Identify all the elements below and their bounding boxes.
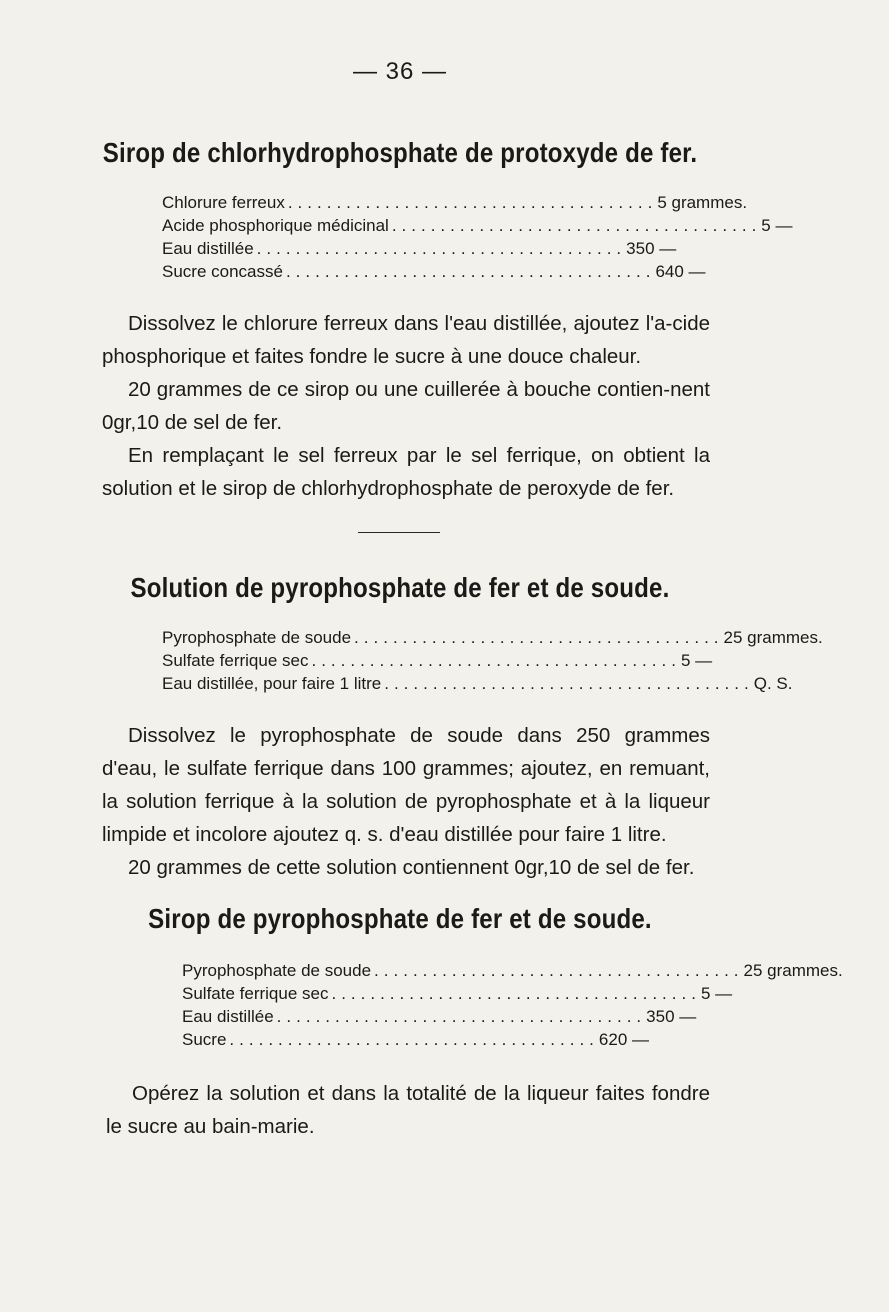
- ingredient-qty: Q. S.: [753, 674, 793, 693]
- ingredient-name: Chlorure ferreux: [162, 193, 285, 212]
- instruction-paragraph: Opérez la solution et dans la totalité de la liqueur faites fondre le sucre au bain-marie.: [106, 1082, 710, 1138]
- ingredient-name: Acide phosphorique médicinal: [162, 216, 389, 235]
- section-divider: [358, 532, 440, 533]
- ingredient-qty: 350 —: [646, 1007, 697, 1026]
- instruction-paragraph: Dissolvez le chlorure ferreux dans l'eau distillée, ajoutez l'a-cide phosphorique et faites fondre le sucre à une douce chaleur.: [102, 312, 710, 368]
- ingredient-qty: 5 —: [680, 651, 713, 670]
- ingredient-name: Sucre: [182, 1030, 227, 1049]
- leader-dots: ......................................: [331, 984, 701, 1003]
- ingredient-row: [162, 239, 677, 262]
- ingredient-list: [182, 961, 843, 1053]
- instruction-paragraph: 20 grammes de ce sirop ou une cuillerée à bouche contien-nent 0gr,10 de sel de fer.: [102, 378, 710, 434]
- ingredient-name: Pyrophosphate de soude: [162, 628, 352, 647]
- ingredient-row: [162, 651, 713, 674]
- ingredient-name: Eau distillée, pour faire 1 litre: [162, 674, 382, 693]
- recipe-section-sirop-pyrophosphate: [0, 903, 843, 1143]
- ingredient-row: [162, 674, 793, 697]
- leader-dots: ......................................: [384, 674, 754, 693]
- ingredient-row: [182, 1007, 697, 1030]
- ingredient-qty: 25 grammes.: [743, 961, 843, 980]
- ingredient-qty: 5 grammes.: [657, 193, 748, 212]
- leader-dots: ......................................: [311, 651, 681, 670]
- section-heading: Sirop de chlorhydrophosphate de protoxyde de fer.: [102, 137, 698, 168]
- ingredient-row: [182, 961, 843, 984]
- recipe-instructions: [102, 719, 710, 884]
- ingredient-row: [182, 1030, 658, 1053]
- recipe-section-chlorhydrophosphate: [0, 137, 800, 505]
- leader-dots: ......................................: [287, 193, 658, 212]
- ingredient-row: [182, 984, 733, 1007]
- ingredient-qty: 25 grammes.: [723, 628, 823, 647]
- ingredient-row: [162, 628, 823, 651]
- ingredient-qty: 5 —: [700, 984, 733, 1003]
- instruction-paragraph: Dissolvez le pyrophosphate de soude dans 250 grammes d'eau, le sulfate ferrique dans 100 grammes; ajoutez, en remuant, la solution ferrique à la solution de pyrophosphate et à la liqueur limpide et incolore ajoutez q. s. d'eau distillée pour faire 1 litre.: [102, 724, 710, 846]
- recipe-instructions: [102, 307, 710, 505]
- leader-dots: ......................................: [229, 1030, 599, 1049]
- ingredient-qty: 640 —: [655, 262, 706, 281]
- leader-dots: ......................................: [374, 961, 744, 980]
- leader-dots: ......................................: [285, 262, 656, 281]
- ingredient-row: [162, 193, 748, 216]
- instruction-paragraph: 20 grammes de cette solution contiennent 0gr,10 de sel de fer.: [128, 856, 695, 879]
- instruction-paragraph: En remplaçant le sel ferreux par le sel ferrique, on obtient la solution et le sirop de chlorhydrophosphate de peroxyde de fer.: [102, 444, 710, 500]
- ingredient-list: [162, 193, 793, 285]
- section-heading: Sirop de pyrophosphate de fer et de soude.: [148, 903, 652, 934]
- leader-dots: ......................................: [391, 216, 762, 235]
- ingredient-qty: 5 —: [761, 216, 793, 235]
- ingredient-qty: 350 —: [626, 239, 677, 258]
- ingredient-name: Sucre concassé: [162, 262, 283, 281]
- leader-dots: ......................................: [256, 239, 627, 258]
- ingredient-list: [162, 628, 823, 697]
- ingredient-name: Eau distillée: [182, 1007, 274, 1026]
- ingredient-name: Eau distillée: [162, 239, 254, 258]
- leader-dots: ......................................: [276, 1007, 647, 1026]
- ingredient-name: Pyrophosphate de soude: [182, 961, 372, 980]
- ingredient-name: Sulfate ferrique sec: [182, 984, 329, 1003]
- ingredient-row: [162, 216, 793, 239]
- recipe-instructions: [106, 1077, 710, 1143]
- ingredient-qty: 620 —: [598, 1030, 649, 1049]
- leader-dots: ......................................: [354, 628, 724, 647]
- ingredient-row: [162, 262, 706, 285]
- ingredient-name: Sulfate ferrique sec: [162, 651, 309, 670]
- recipe-section-solution-pyrophosphate: [0, 572, 823, 884]
- section-heading: Solution de pyrophosphate de fer et de soude.: [130, 572, 670, 603]
- page-number: — 36 —: [352, 58, 448, 85]
